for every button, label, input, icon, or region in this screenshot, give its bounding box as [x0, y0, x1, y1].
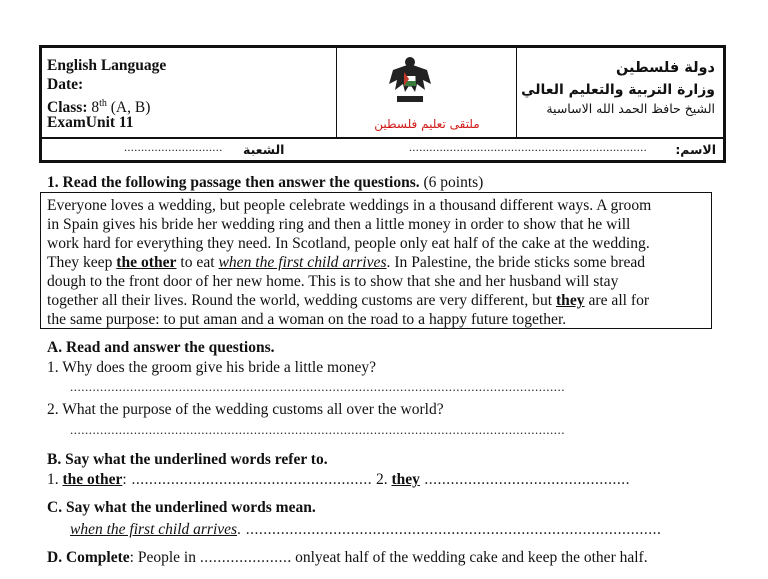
answer-line-a1[interactable]: ....................................................................................................................................	[70, 379, 565, 394]
center-caption: ملتقى تعليم فلسطين	[374, 117, 480, 131]
item-they: they	[391, 471, 420, 488]
passage-line-7: the same purpose: to put aman and a woman on the road to a happy future together.	[47, 311, 567, 328]
answer-line-b2[interactable]: ...............................................	[419, 471, 630, 488]
section-a-question-2: 2. What the purpose of the wedding customs all over the world?	[47, 401, 444, 418]
state-of-palestine: دولة فلسطين	[615, 60, 715, 76]
ministry-of-education: وزارة التربية والتعليم العالي	[521, 82, 715, 98]
exam-unit-label: ExamUnit 11	[47, 114, 134, 131]
item-first-child-arrives: when the first child arrives	[70, 521, 238, 538]
underlined-the-other: the other	[116, 254, 177, 271]
class-label: Class:	[47, 99, 88, 117]
passage-line-2: in Spain gives his bride her wedding ring and then a little money in order to show that he will	[47, 216, 631, 233]
passage-line-1: Everyone loves a wedding, but people celebrate weddings in a thousand different ways. A groom	[47, 197, 652, 214]
section-b-title: B. Say what the underlined words refer to.	[47, 451, 328, 468]
underlined-first-child: when the first child arrives	[218, 254, 387, 271]
school-name: الشيخ حافظ الحمد الله الاساسية	[546, 101, 715, 116]
passage-line-5: dough to the front door of her new home. This is to show that she and her husband will stay	[47, 273, 619, 290]
date-label: Date:	[47, 76, 84, 93]
section-c-title: C. Say what the underlined words mean.	[47, 499, 316, 516]
passage-line-4: They keep the other to eat when the first child arrives. In Palestine, the bride sticks some bread	[47, 254, 646, 271]
complete-label: Complete	[65, 549, 130, 566]
passage-line-3: work hard for everything they need. In Scotland, people only eat half of the cake at the wedding.	[47, 235, 650, 252]
passage-line-6: together all their lives. Round the world, wedding customs are very different, but they are all for	[47, 292, 650, 309]
underlined-they: they	[555, 292, 585, 309]
section-c-item	[70, 521, 661, 539]
section-label: الشعبة	[243, 142, 285, 157]
answer-line-b1[interactable]: : .......................................................	[122, 471, 373, 488]
item-the-other: the other	[62, 471, 123, 488]
class-value: 8th (A, B)	[91, 98, 151, 117]
section-b-items: 1. the other: ....................................................... 2. they ...............................................	[47, 471, 630, 488]
question-1-title: 1. Read the following passage then answer the questions. (6 points)	[47, 174, 484, 191]
subject-label: English Language	[47, 57, 167, 74]
section-field[interactable]: .............................	[124, 140, 223, 154]
answer-line-c[interactable]: . ...............................................................................................	[237, 521, 662, 538]
section-a-title: A. Read and answer the questions.	[47, 339, 275, 356]
header-divider	[41, 137, 724, 139]
name-field[interactable]: ......................................................................	[409, 140, 647, 154]
answer-blank-d[interactable]: ....................	[199, 549, 288, 566]
palestine-eagle-emblem	[385, 54, 435, 106]
section-d-item: D. Complete: People in ..................... onlyeat half of the wedding cake and keep the other half.	[47, 549, 648, 566]
answer-line-a2[interactable]: ....................................................................................................................................	[70, 422, 565, 437]
student-info-row	[46, 142, 716, 160]
name-label: الاسم:	[675, 142, 716, 157]
section-a-question-1: 1. Why does the groom give his bride a little money?	[47, 359, 377, 376]
